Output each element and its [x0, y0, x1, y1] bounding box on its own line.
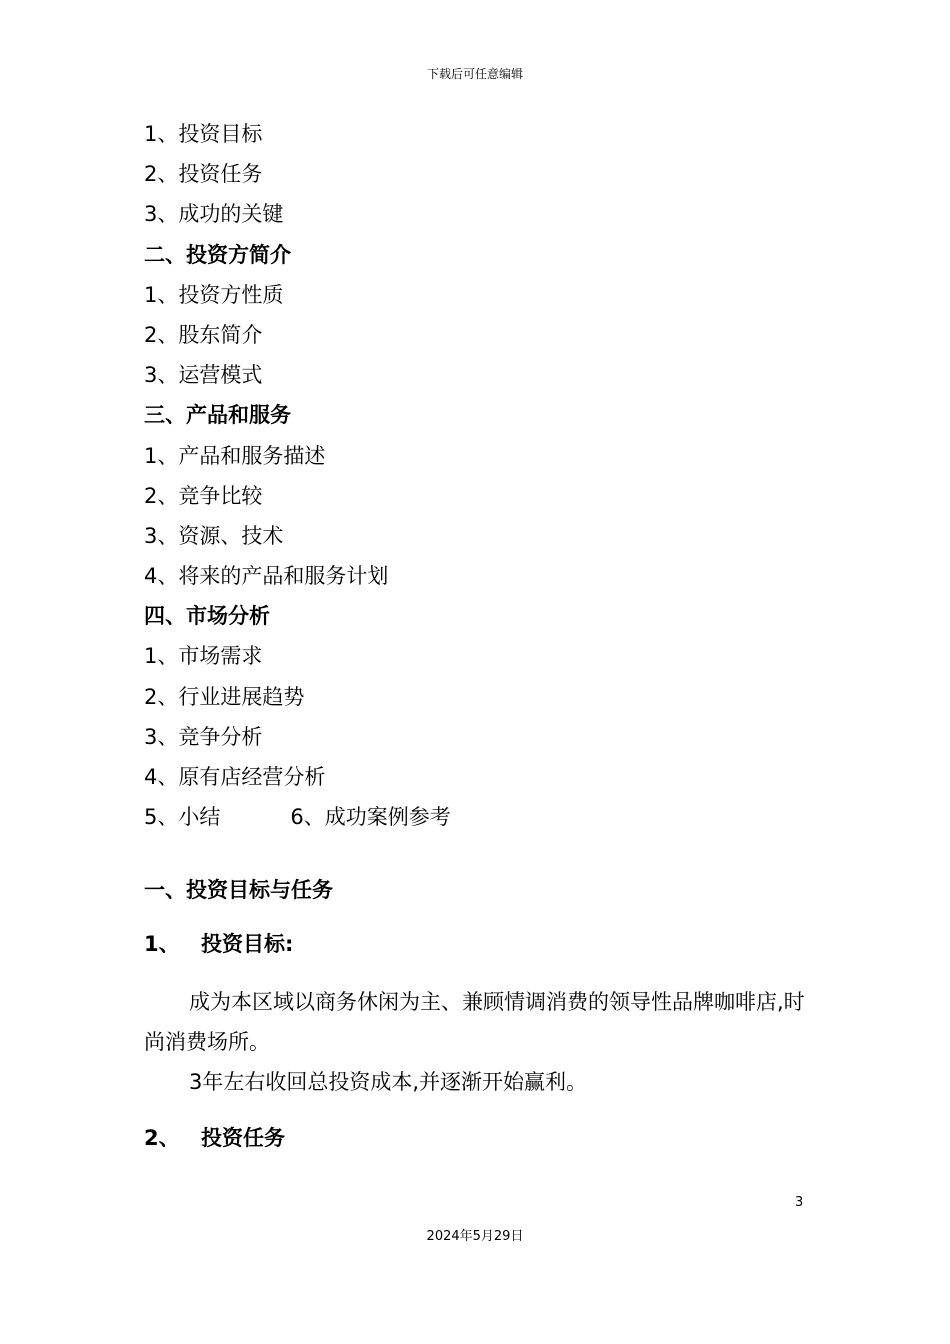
- toc-item: [144, 315, 451, 355]
- toc-item: [144, 194, 451, 234]
- toc-item: [144, 476, 451, 516]
- toc-item: [144, 757, 451, 797]
- subheading-title: 投资目标:: [201, 932, 294, 956]
- page-header: 下载后可任意编辑: [426, 67, 523, 81]
- toc-section-text: 二、投资方简介: [144, 242, 291, 267]
- toc-item: [144, 677, 451, 717]
- toc-item-text: 4、原有店经营分析: [144, 765, 326, 789]
- toc-item: [144, 154, 451, 194]
- toc-item-text: 2、竞争比较: [144, 483, 263, 508]
- toc-item: [144, 436, 451, 476]
- toc-section-heading: [144, 596, 451, 636]
- toc-item-text: 1、投资目标: [144, 122, 263, 146]
- toc-section-text: 三、产品和服务: [144, 403, 291, 428]
- section-heading: 一、投资目标与任务: [144, 878, 333, 902]
- toc-section-heading: [144, 235, 451, 275]
- subheading-title: 投资任务: [201, 1126, 285, 1150]
- page-number: 3: [795, 1195, 804, 1210]
- toc-item: [144, 556, 451, 596]
- toc-item-text: 3、资源、技术: [144, 523, 284, 548]
- toc-item-text: 2、行业进展趋势: [144, 684, 305, 709]
- toc-item: [144, 275, 451, 315]
- toc-section-heading: [144, 395, 451, 435]
- toc-item-combined: [144, 797, 451, 837]
- toc-item: [144, 636, 451, 676]
- table-of-contents: [144, 114, 451, 837]
- subheading-investment-task: [144, 1123, 285, 1153]
- toc-section-text: 四、市场分析: [144, 604, 270, 629]
- subheading-number: 1、: [144, 932, 180, 956]
- subheading-investment-goal: [144, 929, 293, 959]
- toc-item-text: 1、产品和服务描述: [144, 443, 326, 468]
- paragraph-goal: 成为本区域以商务休闲为主、兼顾情调消费的领导性品牌咖啡店,时尚消费场所。: [144, 990, 805, 1054]
- page-footer-date: 2024年5月29日: [426, 1229, 524, 1244]
- toc-item-text: 3、运营模式: [144, 363, 263, 388]
- toc-item-text: 4、将来的产品和服务计划: [144, 564, 389, 589]
- toc-item: [144, 355, 451, 395]
- subheading-number: 2、: [144, 1126, 180, 1150]
- toc-item: [144, 717, 451, 757]
- toc-item: [144, 114, 451, 154]
- toc-item-text: 2、股东简介: [144, 322, 263, 347]
- toc-item-text: 1、市场需求: [144, 644, 263, 669]
- toc-item-text: 1、投资方性质: [144, 282, 284, 307]
- toc-item-text: 2、投资任务: [144, 162, 263, 187]
- toc-item-text: 5、小结: [144, 805, 221, 830]
- toc-item-text: 6、成功案例参考: [290, 805, 451, 830]
- toc-item-text: 3、竞争分析: [144, 724, 263, 749]
- toc-item: [144, 516, 451, 556]
- toc-item-text: 3、成功的关键: [144, 202, 284, 227]
- paragraph-payback: 3年左右收回总投资成本,并逐渐开始赢利。: [189, 1070, 588, 1094]
